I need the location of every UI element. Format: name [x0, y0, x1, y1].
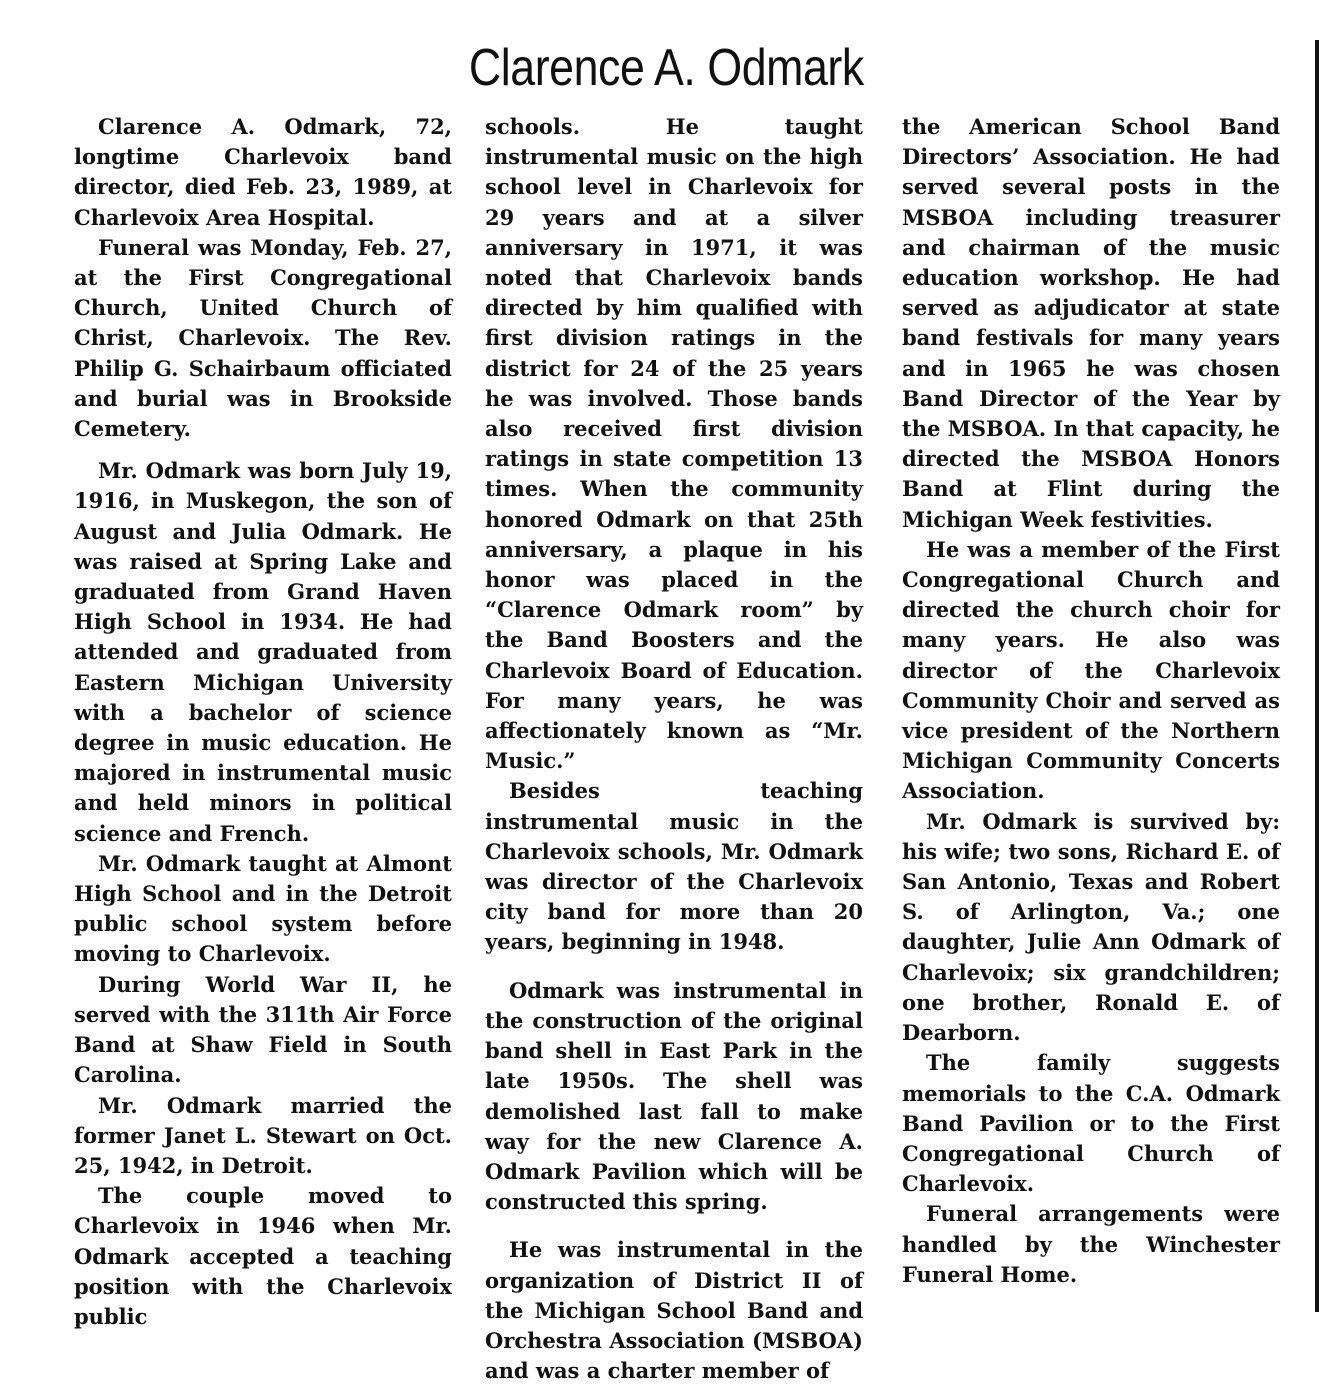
paragraph: The family suggests memorials to the C.A. Odmark Band Pavilion or to the First Congregational Church of Charlevoix.: [902, 1050, 1280, 1197]
article-column-3: [902, 112, 1280, 1290]
paragraph: He was a member of the First Congregational Church and directed the church choir for many years. He also was director of the Charlevoix Community Choir and served as vice president of the Northern Michigan Community Concerts Association.: [902, 536, 1280, 804]
paragraph: the American School Band Directors’ Association. He had served several posts in the MSBOA including treasurer and chairman of the music education workshop. He had served as adjudicator at state band festivals for many years and in 1965 he was chosen Band Director of the Year by the MSBOA. In that capacity, he directed the MSBOA Honors Band at Flint during the Michigan Week festivities.: [902, 114, 1280, 532]
paragraph: He was instrumental in the organization of District II of the Michigan School Band and Orchestra Association (MSBOA) and was a charter member of: [485, 1237, 863, 1384]
paragraph: Besides teaching instrumental music in the Charlevoix schools, Mr. Odmark was director of the Charlevoix city band for more than 20 years, beginning in 1948.: [485, 778, 863, 955]
paragraph: schools. He taught instrumental music on the high school level in Charlevoix for 29 years and at a silver anniversary in 1971, it was noted that Charlevoix bands directed by him qualified with first division ratings in the district for 24 of the 25 years he was involved. Those bands also received first division ratings in state competition 13 times. When the community honored Odmark on that 25th anniversary, a plaque in his honor was placed in the “Clarence Odmark room” by the Band Boosters and the Charlevoix Board of Education. For many years, he was affectionately known as “Mr. Music.”: [485, 114, 863, 774]
page-edge-rule: [1315, 40, 1319, 1312]
paragraph: Mr. Odmark taught at Almont High School and in the Detroit public school system before moving to Charlevoix.: [74, 850, 452, 967]
paragraph: Mr. Odmark married the former Janet L. Stewart on Oct. 25, 1942, in Detroit.: [74, 1092, 452, 1178]
paragraph: Funeral was Monday, Feb. 27, at the First Congregational Church, United Church of Christ, Charlevoix. The Rev. Philip G. Schairbaum officiated and burial was in Brookside Cemetery.: [74, 234, 452, 442]
paragraph: Clarence A. Odmark, 72, longtime Charlevoix band director, died Feb. 23, 1989, at Charlevoix Area Hospital.: [74, 114, 452, 230]
paragraph: Mr. Odmark was born July 19, 1916, in Muskegon, the son of August and Julia Odmark. He was raised at Spring Lake and graduated from Grand Haven High School in 1934. He had attended and graduated from Eastern Michigan University with a bachelor of science degree in music education. He majored in instrumental music and held minors in political science and French.: [74, 458, 452, 846]
paragraph: During World War II, he served with the 311th Air Force Band at Shaw Field in South Carolina.: [74, 971, 452, 1088]
paragraph: Mr. Odmark is survived by: his wife; two sons, Richard E. of San Antonio, Texas and Robert S. of Arlington, Va.; one daughter, Julie Ann Odmark of Charlevoix; six grandchildren; one brother, Ronald E. of Dearborn.: [902, 808, 1280, 1046]
paragraph: Odmark was instrumental in the construction of the original band shell in East Park in the late 1950s. The shell was demolished last fall to make way for the new Clarence A. Odmark Pavilion which will be constructed this spring.: [485, 977, 863, 1215]
paragraph: The couple moved to Charlevoix in 1946 when Mr. Odmark accepted a teaching position with the Charlevoix public: [74, 1183, 452, 1329]
article-headline: Clarence A. Odmark: [468, 39, 864, 97]
article-column-1: [74, 112, 452, 1332]
paragraph: Funeral arrangements were handled by the Winchester Funeral Home.: [902, 1201, 1280, 1287]
article-column-2: [485, 112, 863, 1386]
